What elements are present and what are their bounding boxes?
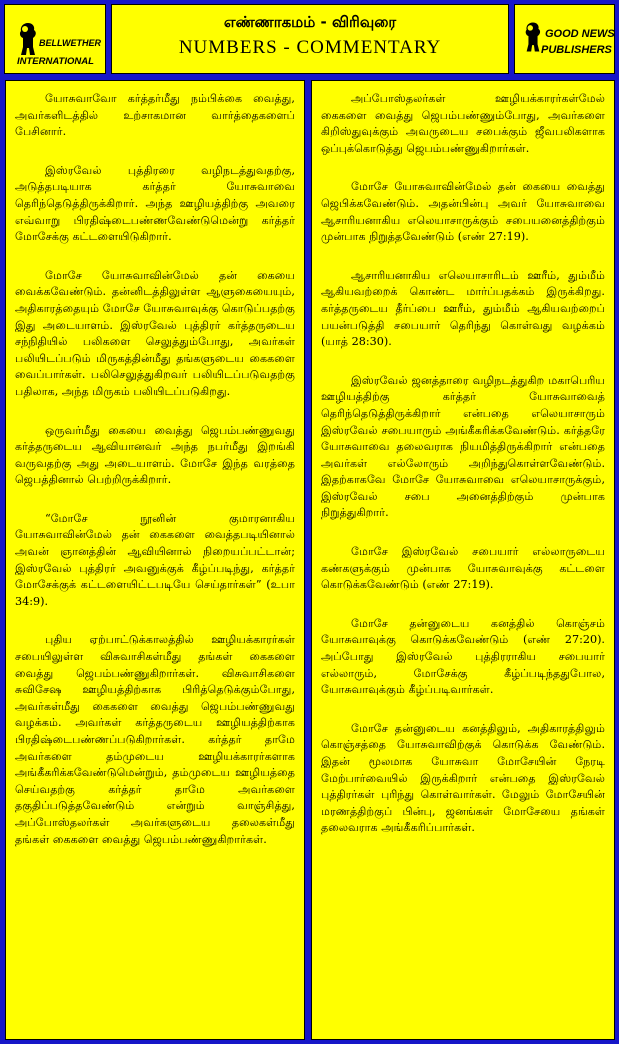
title-english: NUMBERS - COMMENTARY [178, 37, 442, 58]
title-tamil: எண்ணாகமம் - விரிவுரை [223, 13, 397, 31]
title-banner [111, 4, 509, 74]
bellwether-line1: BELLWETHER [39, 38, 101, 48]
paragraph: யோசுவாவோ கர்த்தர்மீது நம்பிக்கை வைத்து, அவர்களிடத்தில் உற்சாகமான வார்த்தைகளைப் பேசினார். [15, 92, 295, 139]
paragraph: இஸ்ரவேல் புத்திரரை வழிநடத்துவதற்கு, அடுத்தபடியாக கர்த்தர் யோசுவாவை தெரிந்தெடுத்திருக்கிறார். அந்த ஊழியத்திற்கு அவரை எவ்வாறு பிரதிஷ்டைபண்ணவேண்டுமென்று கர்த்தர் மோசேக்கு கட்டளையிடுகிறார். [15, 163, 295, 244]
good-news-line2: PUBLISHERS [541, 44, 612, 56]
paragraph: ஒருவர்மீது கையை வைத்து ஜெபம்பண்ணுவது கர்த்தருடைய ஆவியானவர் அந்த நபர்மீது இறங்கி வருவதற்கு அது அடையாளம். மோசே இந்த வரத்தை ஜெபத்தினால் பெற்றிருக்கிறார். [15, 423, 295, 487]
paragraph: இஸ்ரவேல் ஜனத்தாரை வழிநடத்துகிற மகாபெரிய ஊழியத்திற்கு கர்த்தர் யோசுவாவைத் தெரிந்தெடுத்திருக்கிறார் என்பதை எலெயாசாரும் இஸ்ரவேல் சபையாரும் அங்கீகரிக்கவேண்டும். கர்த்தரே யோசுவாவை தலைவராக நியமித்திருக்கிறார் என்பதை அவர்கள் எல்லோரும் அறிந்துகொள்ளவேண்டும். இதற்காகவே மோசே யோசுவாவை எலெயாசாருக்கும், இஸ்ரவேல் சபை அனைத்திற்கும் முன்பாக நிறுத்துகிறார். [321, 373, 605, 520]
paragraph: மோசே தன்னுடைய கனத்திலும், அதிகாரத்திலும் கொஞ்சத்தை யோசுவாவிற்குக் கொடுக்க வேண்டும். இதன் மூலமாக யோசுவா மோசேயின் நேரடி மேற்பார்வையில் இருக்கிறார் என்பதை இஸ்ரவேல் புத்திரர்கள் புரிந்து கொள்வார்கள். மேலும் மோசேயின் மரணத்திற்குப் பின்பு, ஜனங்கள் மோசேயை தங்கள் தலைவராக அங்கீகரிப்பார்கள். [321, 721, 605, 835]
bellwether-line2: INTERNATIONAL [17, 56, 94, 67]
commentary-column-right [311, 80, 615, 1040]
paragraph: மோசே யோசுவாவின்மேல் தன் கையை வைத்து ஜெபிக்கவேண்டும். அதன்பின்பு அவர் யோசுவாவை ஆசாரியனாகிய எலெயாசாருக்கும் சபையனைத்திற்கும் முன்பாக நிறுத்தவேண்டும் (எண் 27:19). [321, 180, 605, 244]
ram-silhouette-icon [523, 19, 543, 55]
good-news-line1: GOOD NEWS [545, 28, 615, 40]
paragraph: “மோசே நூனின் குமாரனாகிய யோசுவாவின்மேல் தன் கைகளை வைத்தபடியினால் அவன் ஞானத்தின் ஆவியினால் நிறையப்பட்டான்; இஸ்ரவேல் புத்திரர் அவனுக்குக் கீழ்ப்படிந்து, கர்த்தர் மோசேக்குக் கட்டளையிட்டபடியே செய்தார்கள்” (உபா 34:9). [15, 511, 295, 608]
commentary-column-left [5, 80, 305, 1040]
ram-silhouette-icon [17, 21, 39, 57]
good-news-logo [514, 4, 615, 74]
paragraph: புதிய ஏற்பாட்டுக்காலத்தில் ஊழியக்காரர்கள் சபையிலுள்ள விசுவாசிகள்மீது தங்கள் கைகளை வைத்து ஜெபம்பண்ணுகிறார்கள். விசுவாசிகளை சுவிசேஷ ஊழியத்திற்காக பிரித்தெடுக்கும்போது, அவர்கள்மீது கைகளை வைத்து ஜெபம்பண்ணுவது வழக்கம். அவர்கள் கர்த்தருடைய ஊழியத்திற்காக பிரதிஷ்டைபண்ணப்படுகிறார்கள். கர்த்தர் தாமே அவர்களை தம்முடைய ஊழியக்காரர்களாக அங்கீகரிக்கவேண்டுமென்றும், தம்முடைய ஊழியத்தை செய்வதற்கு கர்த்தர் தாமே அவர்களை தகுதிப்படுத்தவேண்டும் என்றும் வாஞ்சித்து, அப்போஸ்தலர்கள் அவர்களுடைய தலைகள்மீது தங்கள் கைகளை வைத்து ஜெபம்பண்ணுகிறார்கள். [15, 633, 295, 846]
paragraph: ஆசாரியனாகிய எலெயாசாரிடம் ஊரீம், தும்மீம் ஆகியவற்றைக் கொண்ட மார்ப்பதக்கம் இருக்கிறது. கர்த்தருடைய தீர்ப்பை ஊரீம், தும்மீம் ஆகியவற்றைப் பயன்படுத்தி சபையார் தெரிந்து கொள்வது வழக்கம் (யாத் 28:30). [321, 268, 605, 349]
paragraph: மோசே தன்னுடைய கனத்தில் கொஞ்சம் யோசுவாவுக்கு கொடுக்கவேண்டும் (எண் 27:20). அப்போது இஸ்ரவேல் புத்திரராகிய சபையார் எல்லாரும், மோசேக்கு கீழ்ப்படிந்ததுபோல, யோசுவாவுக்கும் கீழ்ப்படிவார்கள். [321, 616, 605, 697]
paragraph: அப்போஸ்தலர்கள் ஊழியக்காரர்கள்மேல் கைகளை வைத்து ஜெபம்பண்ணும்போது, அவர்களை கிறிஸ்துவுக்கும் அவருடைய சபைக்கும் ஜீவபலிகளாக ஒப்புக்கொடுத்து ஜெபம்பண்ணுகிறார்கள். [321, 92, 605, 155]
bellwether-logo [4, 4, 106, 74]
paragraph: மோசே இஸ்ரவேல் சபையார் எல்லாருடைய கண்களுக்கும் முன்பாக யோசுவாவுக்கு கட்டளை கொடுக்கவேண்டும் (எண் 27:19). [321, 545, 605, 592]
paragraph: மோசே யோசுவாவின்மேல் தன் கையை வைக்கவேண்டும். தன்னிடத்திலுள்ள ஆளுகையையும், அதிகாரத்தையும் மோசே யோசுவாவுக்கு கொடுப்பதற்கு இது அடையாளம். இஸ்ரவேல் புத்திரர் கர்த்தருடைய சந்நிதியில் பலிகளை செலுத்தும்போது, அவர்கள் பலியிடப்படும் மிருகத்தின்மீது தங்களுடைய கைகளை வைப்பார்கள். பலிசெலுத்துகிறவர் பலியிடப்படுவதற்கு பதிலாக, அந்த மிருகம் பலியிடப்படுகிறது. [15, 268, 295, 398]
